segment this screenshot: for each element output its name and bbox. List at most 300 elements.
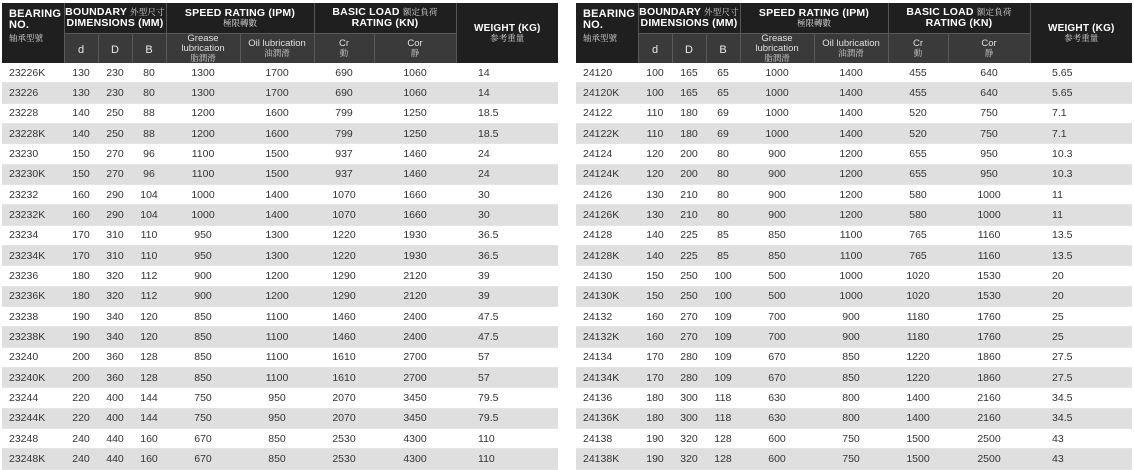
cor-cell: 3450 [374,408,456,428]
cr-cell: 1500 [888,428,948,448]
d-cell: 200 [64,347,98,367]
table-row [2,367,558,387]
table-row [576,225,1132,245]
oil-speed-cell: 1100 [814,225,888,245]
grease-speed-cell: 600 [740,449,814,469]
bearing-no-cell: 24120K [576,83,638,103]
table-row [2,205,558,225]
oil-speed-cell: 1200 [814,144,888,164]
cr-cell: 455 [888,83,948,103]
table-row [576,83,1132,103]
cr-cell: 1220 [314,245,374,265]
boundary-header [64,3,166,34]
cr-cell: 1400 [888,388,948,408]
spec-table [576,3,1132,470]
cr-cell: 520 [888,103,948,123]
weight-cell: 27.5 [1030,347,1132,367]
bearing-no-title: BEARING NO. [9,8,62,31]
grease-speed-cell: 1300 [166,83,240,103]
B-cell: 120 [132,306,166,326]
oil-speed-cell: 1000 [814,286,888,306]
B-cell: 104 [132,205,166,225]
cor-cell: 1160 [948,245,1030,265]
cor-cell: 1000 [948,205,1030,225]
cr-cell: 455 [888,63,948,83]
cor-cell: 2120 [374,286,456,306]
weight-cell: 39 [456,286,558,306]
oil-speed-cell: 1100 [814,245,888,265]
grease-speed-cell: 900 [166,266,240,286]
cor-cell: 750 [948,123,1030,143]
weight-title: WEIGHT (KG) [1047,23,1115,34]
D-cell: 180 [672,123,706,143]
cor-cell: 1460 [374,144,456,164]
D-cell: 300 [672,388,706,408]
cr-cell: 2530 [314,449,374,469]
cr-cell: 1180 [888,306,948,326]
cor-cell: 640 [948,83,1030,103]
table-body [576,63,1132,469]
cr-cell: 580 [888,184,948,204]
oil-speed-cell: 1100 [240,306,314,326]
bearing-no-cell: 23234K [2,245,64,265]
cr-cell: 765 [888,225,948,245]
weight-cell: 27.5 [1030,367,1132,387]
weight-cell: 18.5 [456,123,558,143]
table-row [2,184,558,204]
table-row [576,164,1132,184]
d-cell: 240 [64,428,98,448]
cor-header: Cor 静 [948,34,1030,64]
boundary-title: BOUNDARY [65,6,127,18]
d-cell: 180 [64,286,98,306]
table-row [2,327,558,347]
d-cell: 170 [638,367,672,387]
oil-speed-cell: 750 [814,449,888,469]
cor-cell: 950 [948,164,1030,184]
cr-cell: 1220 [314,225,374,245]
weight-cell: 57 [456,367,558,387]
grease-speed-cell: 1000 [166,184,240,204]
cr-header: Cr 動 [314,34,374,64]
bearing-no-cell: 23248K [2,449,64,469]
d-cell: 100 [638,83,672,103]
weight-cell: 10.3 [1030,164,1132,184]
cr-cell: 1180 [888,327,948,347]
cor-cell: 1000 [948,184,1030,204]
B-cell: 80 [132,83,166,103]
bearing-no-cell: 24136K [576,408,638,428]
grease-speed-cell: 850 [740,225,814,245]
d-cell: 140 [64,123,98,143]
d-cell: 120 [638,164,672,184]
grease-header: Grease lubrication 脂潤滑 [740,34,814,64]
cor-cell: 1660 [374,184,456,204]
bearing-no-cell: 24126 [576,184,638,204]
B-cell: 80 [132,63,166,83]
grease-speed-cell: 630 [740,408,814,428]
cr-cell: 1290 [314,266,374,286]
oil-speed-cell: 1400 [240,205,314,225]
cr-cell: 1610 [314,347,374,367]
bearing-no-cell: 24128K [576,245,638,265]
oil-speed-cell: 1400 [814,103,888,123]
table-row [576,388,1132,408]
d-cell: 220 [64,408,98,428]
weight-cell: 110 [456,449,558,469]
d-cell: 160 [638,306,672,326]
d-cell: 190 [64,327,98,347]
bearing-no-cell: 23236K [2,286,64,306]
cor-cell: 640 [948,63,1030,83]
cor-cell: 750 [948,103,1030,123]
table-row [576,367,1132,387]
bearing-no-cell: 24130K [576,286,638,306]
table-row [2,306,558,326]
weight-cell: 57 [456,347,558,367]
cor-cell: 1250 [374,103,456,123]
B-cell: 128 [706,449,740,469]
grease-speed-cell: 900 [166,286,240,306]
B-cell: 80 [706,164,740,184]
cor-cell: 1760 [948,306,1030,326]
weight-cell: 43 [1030,428,1132,448]
D-cell: 270 [672,327,706,347]
oil-speed-cell: 1500 [240,164,314,184]
cor-cell: 2160 [948,388,1030,408]
cr-cell: 1500 [888,449,948,469]
D-cell: 340 [98,327,132,347]
oil-speed-cell: 1400 [814,63,888,83]
col-B-header: B [706,34,740,64]
cr-cell: 765 [888,245,948,265]
B-cell: 112 [132,266,166,286]
col-d-header: d [638,34,672,64]
col-d-header: d [64,34,98,64]
cr-cell: 1070 [314,184,374,204]
B-cell: 65 [706,83,740,103]
load-title: BASIC LOAD [332,6,400,18]
bearing-no-cell: 24132 [576,306,638,326]
table-row [2,286,558,306]
grease-speed-cell: 670 [740,367,814,387]
spec-table [2,3,558,470]
weight-cell: 13.5 [1030,225,1132,245]
weight-cell: 30 [456,184,558,204]
load-title: BASIC LOAD [906,6,974,18]
speed-cn: 極限轉數 [797,18,832,28]
weight-cell: 24 [456,144,558,164]
D-cell: 200 [672,164,706,184]
bearing-no-title: BEARING NO. [583,8,636,31]
weight-cell: 20 [1030,266,1132,286]
d-cell: 180 [638,388,672,408]
D-cell: 290 [98,184,132,204]
bearing-no-cell: 24138 [576,428,638,448]
d-cell: 180 [64,266,98,286]
cr-header: Cr 動 [888,34,948,64]
oil-speed-cell: 1000 [814,266,888,286]
weight-cn: 参考重量 [490,33,525,43]
table-row [2,245,558,265]
weight-cell: 14 [456,83,558,103]
bearing-no-cell: 23230 [2,144,64,164]
table-row [2,83,558,103]
cr-cell: 1460 [314,306,374,326]
weight-cell: 36.5 [456,245,558,265]
grease-speed-cell: 630 [740,388,814,408]
weight-cell: 47.5 [456,306,558,326]
bearing-no-cell: 23248 [2,428,64,448]
d-cell: 220 [64,388,98,408]
D-cell: 225 [672,245,706,265]
oil-header: Oil lubrication 油潤滑 [240,34,314,64]
B-cell: 80 [706,205,740,225]
B-cell: 160 [132,449,166,469]
oil-speed-cell: 800 [814,388,888,408]
d-cell: 130 [64,63,98,83]
grease-header: Grease lubrication 脂潤滑 [166,34,240,64]
grease-speed-cell: 670 [166,449,240,469]
table-row [2,408,558,428]
D-cell: 225 [672,225,706,245]
B-cell: 88 [132,103,166,123]
bearing-no-cell: 23234 [2,225,64,245]
oil-speed-cell: 1200 [240,266,314,286]
D-cell: 230 [98,63,132,83]
cor-cell: 2400 [374,327,456,347]
grease-speed-cell: 750 [166,388,240,408]
cor-cell: 2700 [374,367,456,387]
B-cell: 120 [132,327,166,347]
table-row [576,449,1132,469]
weight-cell: 7.1 [1030,103,1132,123]
bearing-no-cell: 24138K [576,449,638,469]
D-cell: 270 [98,144,132,164]
bearing-no-cell: 23226K [2,63,64,83]
B-cell: 88 [132,123,166,143]
d-cell: 140 [638,225,672,245]
grease-speed-cell: 850 [166,327,240,347]
bearing-no-cell: 23240K [2,367,64,387]
load-header [888,3,1030,34]
bearing-table-right [576,3,1132,470]
oil-speed-cell: 850 [240,449,314,469]
cor-cell: 2500 [948,428,1030,448]
grease-speed-cell: 700 [740,327,814,347]
grease-speed-cell: 900 [740,164,814,184]
bearing-no-cell: 24120 [576,63,638,83]
bearing-no-header [576,3,638,63]
D-cell: 165 [672,63,706,83]
bearing-no-cell: 24124 [576,144,638,164]
d-cell: 200 [64,367,98,387]
D-cell: 250 [672,286,706,306]
cr-cell: 1220 [888,367,948,387]
oil-speed-cell: 1400 [814,123,888,143]
weight-cn: 参考重量 [1064,33,1099,43]
table-row [576,63,1132,83]
grease-speed-cell: 1300 [166,63,240,83]
speed-header [740,3,888,34]
B-cell: 110 [132,225,166,245]
cor-cell: 1460 [374,164,456,184]
d-cell: 170 [64,245,98,265]
cr-cell: 580 [888,205,948,225]
cr-cell: 2070 [314,388,374,408]
bearing-no-header [2,3,64,63]
B-cell: 128 [132,367,166,387]
boundary-title: BOUNDARY [639,6,701,18]
B-cell: 118 [706,408,740,428]
D-cell: 440 [98,449,132,469]
table-row [576,205,1132,225]
grease-speed-cell: 1200 [166,103,240,123]
table-row [2,103,558,123]
B-cell: 80 [706,184,740,204]
cr-cell: 690 [314,83,374,103]
grease-speed-cell: 1000 [740,103,814,123]
oil-speed-cell: 850 [814,347,888,367]
bearing-no-cell: 23226 [2,83,64,103]
cr-cell: 520 [888,123,948,143]
B-cell: 128 [706,428,740,448]
d-cell: 190 [638,428,672,448]
B-cell: 96 [132,164,166,184]
weight-cell: 36.5 [456,225,558,245]
weight-cell: 30 [456,205,558,225]
oil-speed-cell: 900 [814,327,888,347]
cr-cell: 799 [314,103,374,123]
cr-cell: 1290 [314,286,374,306]
bearing-no-cn: 轴承型號 [9,33,44,43]
cor-cell: 4300 [374,428,456,448]
grease-speed-cell: 850 [166,306,240,326]
load-header [314,3,456,34]
d-cell: 190 [64,306,98,326]
d-cell: 130 [64,83,98,103]
table-row [2,347,558,367]
table-row [576,306,1132,326]
cor-cell: 2700 [374,347,456,367]
table-row [576,428,1132,448]
grease-speed-cell: 850 [166,367,240,387]
B-cell: 144 [132,388,166,408]
weight-cell: 79.5 [456,388,558,408]
D-cell: 400 [98,388,132,408]
load-title2: RATING (KN) [925,17,993,29]
col-D-header: D [98,34,132,64]
D-cell: 310 [98,245,132,265]
speed-title: SPEED RATING (IPM) [758,7,870,19]
bearing-no-cell: 24122 [576,103,638,123]
grease-speed-cell: 1200 [166,123,240,143]
boundary-title2: DIMENSIONS (MM) [66,17,164,29]
weight-cell: 11 [1030,184,1132,204]
weight-cell: 11 [1030,205,1132,225]
table-row [2,63,558,83]
weight-cell: 10.3 [1030,144,1132,164]
grease-speed-cell: 500 [740,286,814,306]
cor-cell: 1760 [948,327,1030,347]
grease-speed-cell: 1000 [740,83,814,103]
d-cell: 190 [638,449,672,469]
B-cell: 100 [706,266,740,286]
weight-cell: 110 [456,428,558,448]
B-cell: 80 [706,144,740,164]
grease-speed-cell: 500 [740,266,814,286]
cor-cell: 1250 [374,123,456,143]
bearing-no-cell: 24124K [576,164,638,184]
d-cell: 110 [638,123,672,143]
grease-speed-cell: 850 [166,347,240,367]
grease-speed-cell: 950 [166,245,240,265]
cor-cell: 1930 [374,225,456,245]
bearing-table-left [2,3,558,470]
cr-cell: 1070 [314,205,374,225]
d-cell: 240 [64,449,98,469]
D-cell: 360 [98,367,132,387]
table-row [576,123,1132,143]
weight-cell: 47.5 [456,327,558,347]
weight-cell: 18.5 [456,103,558,123]
cr-cell: 1460 [314,327,374,347]
col-B-header: B [132,34,166,64]
boundary-header [638,3,740,34]
table-row [576,103,1132,123]
table-row [576,286,1132,306]
bearing-no-cell: 23228 [2,103,64,123]
oil-speed-cell: 950 [240,408,314,428]
bearing-no-cn: 轴承型號 [583,33,618,43]
d-cell: 130 [638,205,672,225]
bearing-no-cell: 24132K [576,327,638,347]
D-cell: 440 [98,428,132,448]
oil-speed-cell: 1300 [240,225,314,245]
weight-cell: 20 [1030,286,1132,306]
table-row [2,123,558,143]
cor-cell: 2160 [948,408,1030,428]
cor-cell: 1930 [374,245,456,265]
D-cell: 230 [98,83,132,103]
table-row [576,144,1132,164]
oil-speed-cell: 1700 [240,63,314,83]
oil-speed-cell: 1100 [240,367,314,387]
D-cell: 320 [672,428,706,448]
grease-speed-cell: 1000 [740,63,814,83]
d-cell: 150 [638,266,672,286]
grease-speed-cell: 700 [740,306,814,326]
D-cell: 320 [672,449,706,469]
D-cell: 270 [98,164,132,184]
oil-speed-cell: 1200 [240,286,314,306]
d-cell: 160 [64,184,98,204]
cor-header: Cor 静 [374,34,456,64]
bearing-no-cell: 23232K [2,205,64,225]
cor-cell: 1160 [948,225,1030,245]
weight-cell: 5.65 [1030,83,1132,103]
cor-cell: 1530 [948,286,1030,306]
bearing-no-cell: 24134 [576,347,638,367]
bearing-no-cell: 24126K [576,205,638,225]
cr-cell: 1220 [888,347,948,367]
cr-cell: 937 [314,144,374,164]
weight-cell: 5.65 [1030,63,1132,83]
B-cell: 112 [132,286,166,306]
grease-speed-cell: 900 [740,144,814,164]
col-D-header: D [672,34,706,64]
oil-speed-cell: 1600 [240,103,314,123]
